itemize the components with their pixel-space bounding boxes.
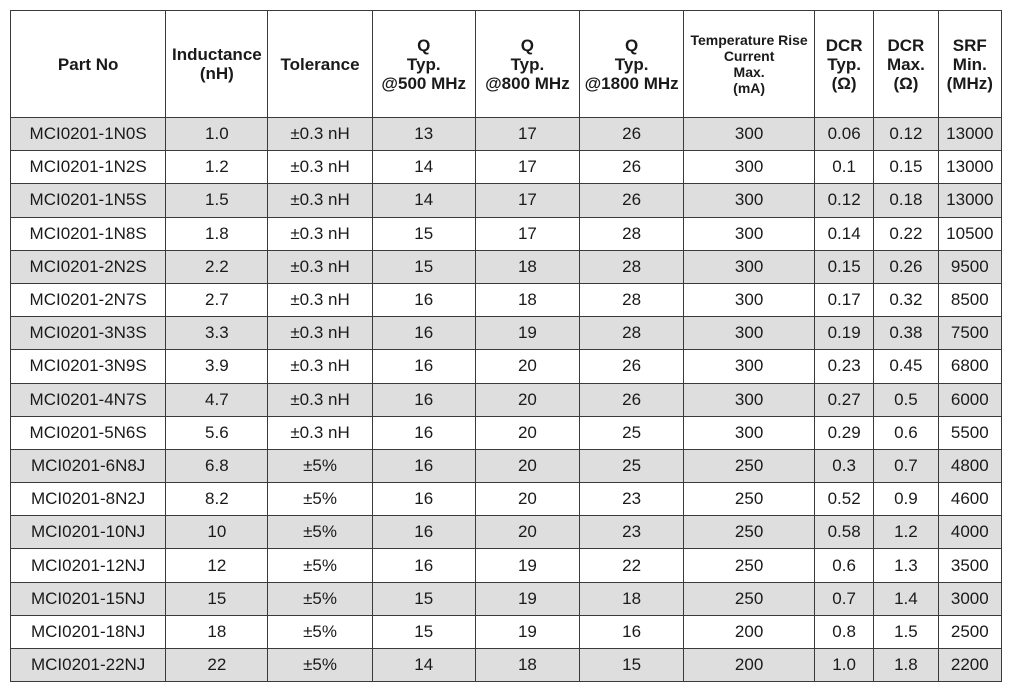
dcr-typ-cell: 0.1 [814, 151, 873, 184]
tolerance-cell: ±5% [268, 449, 372, 482]
part-no-cell: MCI0201-12NJ [11, 549, 166, 582]
table-row [11, 582, 1002, 615]
inductance-cell: 3.9 [166, 350, 268, 383]
inductance-cell: 1.5 [166, 184, 268, 217]
q-800-cell: 17 [475, 217, 579, 250]
q-800-cell: 20 [475, 416, 579, 449]
inductance-cell: 2.2 [166, 250, 268, 283]
inductance-cell: 22 [166, 649, 268, 682]
q-800-cell: 20 [475, 483, 579, 516]
q-1800-cell: 28 [580, 283, 684, 316]
srf-cell: 6000 [938, 383, 1001, 416]
temp-rise-current-cell: 200 [684, 615, 815, 648]
table-row [11, 250, 1002, 283]
dcr-typ-cell: 0.19 [814, 317, 873, 350]
srf-cell: 2200 [938, 649, 1001, 682]
table-row [11, 350, 1002, 383]
inductance-cell: 5.6 [166, 416, 268, 449]
part-no-cell: MCI0201-3N3S [11, 317, 166, 350]
srf-cell: 13000 [938, 118, 1001, 151]
q-1800-cell: 26 [580, 118, 684, 151]
temp-rise-current-cell: 250 [684, 516, 815, 549]
tolerance-cell: ±5% [268, 483, 372, 516]
dcr-max-cell: 0.18 [874, 184, 938, 217]
temp-rise-current-cell: 300 [684, 317, 815, 350]
dcr-max-cell: 0.22 [874, 217, 938, 250]
dcr-typ-cell: 0.12 [814, 184, 873, 217]
inductance-cell: 8.2 [166, 483, 268, 516]
q-500-cell: 14 [372, 184, 475, 217]
dcr-typ-cell: 0.6 [814, 549, 873, 582]
dcr-typ-cell: 0.52 [814, 483, 873, 516]
q-800-cell: 18 [475, 649, 579, 682]
dcr-typ-cell: 0.29 [814, 416, 873, 449]
header-tolerance: Tolerance [268, 11, 372, 118]
inductance-cell: 12 [166, 549, 268, 582]
srf-cell: 13000 [938, 184, 1001, 217]
q-1800-cell: 23 [580, 483, 684, 516]
dcr-max-cell: 1.8 [874, 649, 938, 682]
table-row [11, 383, 1002, 416]
tolerance-cell: ±0.3 nH [268, 118, 372, 151]
dcr-max-cell: 0.26 [874, 250, 938, 283]
header-q-500: Q Typ. @500 MHz [372, 11, 475, 118]
srf-cell: 3000 [938, 582, 1001, 615]
header-inductance: Inductance (nH) [166, 11, 268, 118]
header-row [11, 11, 1002, 118]
tolerance-cell: ±0.3 nH [268, 383, 372, 416]
table-row [11, 483, 1002, 516]
table-header [11, 11, 1002, 118]
q-800-cell: 20 [475, 350, 579, 383]
q-1800-cell: 22 [580, 549, 684, 582]
dcr-typ-cell: 0.27 [814, 383, 873, 416]
dcr-max-cell: 0.38 [874, 317, 938, 350]
srf-cell: 10500 [938, 217, 1001, 250]
part-no-cell: MCI0201-5N6S [11, 416, 166, 449]
part-no-cell: MCI0201-3N9S [11, 350, 166, 383]
temp-rise-current-cell: 250 [684, 582, 815, 615]
q-500-cell: 14 [372, 649, 475, 682]
q-1800-cell: 28 [580, 217, 684, 250]
q-500-cell: 15 [372, 615, 475, 648]
q-800-cell: 18 [475, 250, 579, 283]
q-500-cell: 15 [372, 582, 475, 615]
temp-rise-current-cell: 250 [684, 549, 815, 582]
dcr-max-cell: 0.6 [874, 416, 938, 449]
tolerance-cell: ±0.3 nH [268, 283, 372, 316]
table-row [11, 184, 1002, 217]
part-no-cell: MCI0201-15NJ [11, 582, 166, 615]
dcr-max-cell: 1.4 [874, 582, 938, 615]
temp-rise-current-cell: 300 [684, 217, 815, 250]
temp-rise-current-cell: 250 [684, 483, 815, 516]
inductance-cell: 18 [166, 615, 268, 648]
q-800-cell: 20 [475, 516, 579, 549]
q-500-cell: 16 [372, 483, 475, 516]
dcr-max-cell: 1.5 [874, 615, 938, 648]
srf-cell: 2500 [938, 615, 1001, 648]
temp-rise-current-cell: 300 [684, 151, 815, 184]
temp-rise-current-cell: 300 [684, 250, 815, 283]
inductance-cell: 6.8 [166, 449, 268, 482]
dcr-max-cell: 0.12 [874, 118, 938, 151]
inductance-cell: 1.0 [166, 118, 268, 151]
tolerance-cell: ±0.3 nH [268, 217, 372, 250]
inductance-cell: 10 [166, 516, 268, 549]
tolerance-cell: ±5% [268, 615, 372, 648]
temp-rise-current-cell: 300 [684, 350, 815, 383]
q-1800-cell: 26 [580, 151, 684, 184]
q-500-cell: 14 [372, 151, 475, 184]
header-dcr-typ: DCR Typ. (Ω) [814, 11, 873, 118]
tolerance-cell: ±0.3 nH [268, 416, 372, 449]
table-row [11, 516, 1002, 549]
part-no-cell: MCI0201-1N0S [11, 118, 166, 151]
dcr-typ-cell: 0.7 [814, 582, 873, 615]
temp-rise-current-cell: 250 [684, 449, 815, 482]
q-800-cell: 20 [475, 383, 579, 416]
part-no-cell: MCI0201-22NJ [11, 649, 166, 682]
inductance-cell: 15 [166, 582, 268, 615]
q-1800-cell: 18 [580, 582, 684, 615]
temp-rise-current-cell: 300 [684, 184, 815, 217]
q-500-cell: 13 [372, 118, 475, 151]
q-500-cell: 16 [372, 549, 475, 582]
table-row [11, 217, 1002, 250]
dcr-max-cell: 0.7 [874, 449, 938, 482]
srf-cell: 4800 [938, 449, 1001, 482]
table-row [11, 118, 1002, 151]
inductor-spec-table [10, 10, 1002, 682]
tolerance-cell: ±0.3 nH [268, 151, 372, 184]
temp-rise-current-cell: 200 [684, 649, 815, 682]
header-q-800: Q Typ. @800 MHz [475, 11, 579, 118]
table-row [11, 449, 1002, 482]
q-800-cell: 19 [475, 317, 579, 350]
temp-rise-current-cell: 300 [684, 283, 815, 316]
header-temp-rise-current: Temperature Rise Current Max. (mA) [684, 11, 815, 118]
header-part-no: Part No [11, 11, 166, 118]
part-no-cell: MCI0201-1N2S [11, 151, 166, 184]
dcr-typ-cell: 0.06 [814, 118, 873, 151]
table-row [11, 317, 1002, 350]
dcr-max-cell: 1.3 [874, 549, 938, 582]
srf-cell: 13000 [938, 151, 1001, 184]
part-no-cell: MCI0201-1N5S [11, 184, 166, 217]
inductance-cell: 3.3 [166, 317, 268, 350]
tolerance-cell: ±5% [268, 549, 372, 582]
tolerance-cell: ±0.3 nH [268, 184, 372, 217]
q-1800-cell: 26 [580, 350, 684, 383]
q-500-cell: 16 [372, 449, 475, 482]
q-500-cell: 16 [372, 516, 475, 549]
dcr-typ-cell: 0.15 [814, 250, 873, 283]
srf-cell: 4600 [938, 483, 1001, 516]
q-1800-cell: 16 [580, 615, 684, 648]
q-500-cell: 16 [372, 350, 475, 383]
tolerance-cell: ±5% [268, 649, 372, 682]
part-no-cell: MCI0201-2N2S [11, 250, 166, 283]
inductance-cell: 1.2 [166, 151, 268, 184]
q-1800-cell: 15 [580, 649, 684, 682]
q-500-cell: 16 [372, 383, 475, 416]
srf-cell: 4000 [938, 516, 1001, 549]
inductance-cell: 2.7 [166, 283, 268, 316]
dcr-typ-cell: 0.14 [814, 217, 873, 250]
table-row [11, 416, 1002, 449]
srf-cell: 9500 [938, 250, 1001, 283]
temp-rise-current-cell: 300 [684, 416, 815, 449]
part-no-cell: MCI0201-2N7S [11, 283, 166, 316]
part-no-cell: MCI0201-4N7S [11, 383, 166, 416]
part-no-cell: MCI0201-8N2J [11, 483, 166, 516]
q-500-cell: 16 [372, 283, 475, 316]
dcr-max-cell: 0.45 [874, 350, 938, 383]
tolerance-cell: ±0.3 nH [268, 350, 372, 383]
q-1800-cell: 25 [580, 416, 684, 449]
spec-table-container [10, 10, 1002, 682]
q-1800-cell: 28 [580, 317, 684, 350]
part-no-cell: MCI0201-6N8J [11, 449, 166, 482]
q-1800-cell: 28 [580, 250, 684, 283]
srf-cell: 6800 [938, 350, 1001, 383]
tolerance-cell: ±0.3 nH [268, 250, 372, 283]
q-1800-cell: 25 [580, 449, 684, 482]
table-row [11, 283, 1002, 316]
srf-cell: 5500 [938, 416, 1001, 449]
q-1800-cell: 26 [580, 184, 684, 217]
q-800-cell: 17 [475, 118, 579, 151]
q-800-cell: 17 [475, 184, 579, 217]
table-row [11, 615, 1002, 648]
q-500-cell: 16 [372, 317, 475, 350]
q-800-cell: 19 [475, 582, 579, 615]
dcr-max-cell: 0.5 [874, 383, 938, 416]
dcr-typ-cell: 0.58 [814, 516, 873, 549]
srf-cell: 8500 [938, 283, 1001, 316]
temp-rise-current-cell: 300 [684, 383, 815, 416]
srf-cell: 3500 [938, 549, 1001, 582]
table-row [11, 151, 1002, 184]
tolerance-cell: ±0.3 nH [268, 317, 372, 350]
dcr-typ-cell: 0.3 [814, 449, 873, 482]
q-500-cell: 15 [372, 250, 475, 283]
q-800-cell: 19 [475, 549, 579, 582]
dcr-max-cell: 0.15 [874, 151, 938, 184]
dcr-max-cell: 1.2 [874, 516, 938, 549]
q-1800-cell: 26 [580, 383, 684, 416]
header-dcr-max: DCR Max. (Ω) [874, 11, 938, 118]
dcr-max-cell: 0.9 [874, 483, 938, 516]
header-srf: SRF Min. (MHz) [938, 11, 1001, 118]
dcr-max-cell: 0.32 [874, 283, 938, 316]
dcr-typ-cell: 0.8 [814, 615, 873, 648]
part-no-cell: MCI0201-18NJ [11, 615, 166, 648]
inductance-cell: 4.7 [166, 383, 268, 416]
q-800-cell: 17 [475, 151, 579, 184]
tolerance-cell: ±5% [268, 582, 372, 615]
q-800-cell: 19 [475, 615, 579, 648]
table-body [11, 118, 1002, 682]
q-500-cell: 16 [372, 416, 475, 449]
srf-cell: 7500 [938, 317, 1001, 350]
dcr-typ-cell: 0.17 [814, 283, 873, 316]
temp-rise-current-cell: 300 [684, 118, 815, 151]
part-no-cell: MCI0201-1N8S [11, 217, 166, 250]
dcr-typ-cell: 0.23 [814, 350, 873, 383]
q-1800-cell: 23 [580, 516, 684, 549]
part-no-cell: MCI0201-10NJ [11, 516, 166, 549]
q-800-cell: 18 [475, 283, 579, 316]
header-q-1800: Q Typ. @1800 MHz [580, 11, 684, 118]
dcr-typ-cell: 1.0 [814, 649, 873, 682]
inductance-cell: 1.8 [166, 217, 268, 250]
table-row [11, 549, 1002, 582]
table-row [11, 649, 1002, 682]
q-800-cell: 20 [475, 449, 579, 482]
q-500-cell: 15 [372, 217, 475, 250]
tolerance-cell: ±5% [268, 516, 372, 549]
